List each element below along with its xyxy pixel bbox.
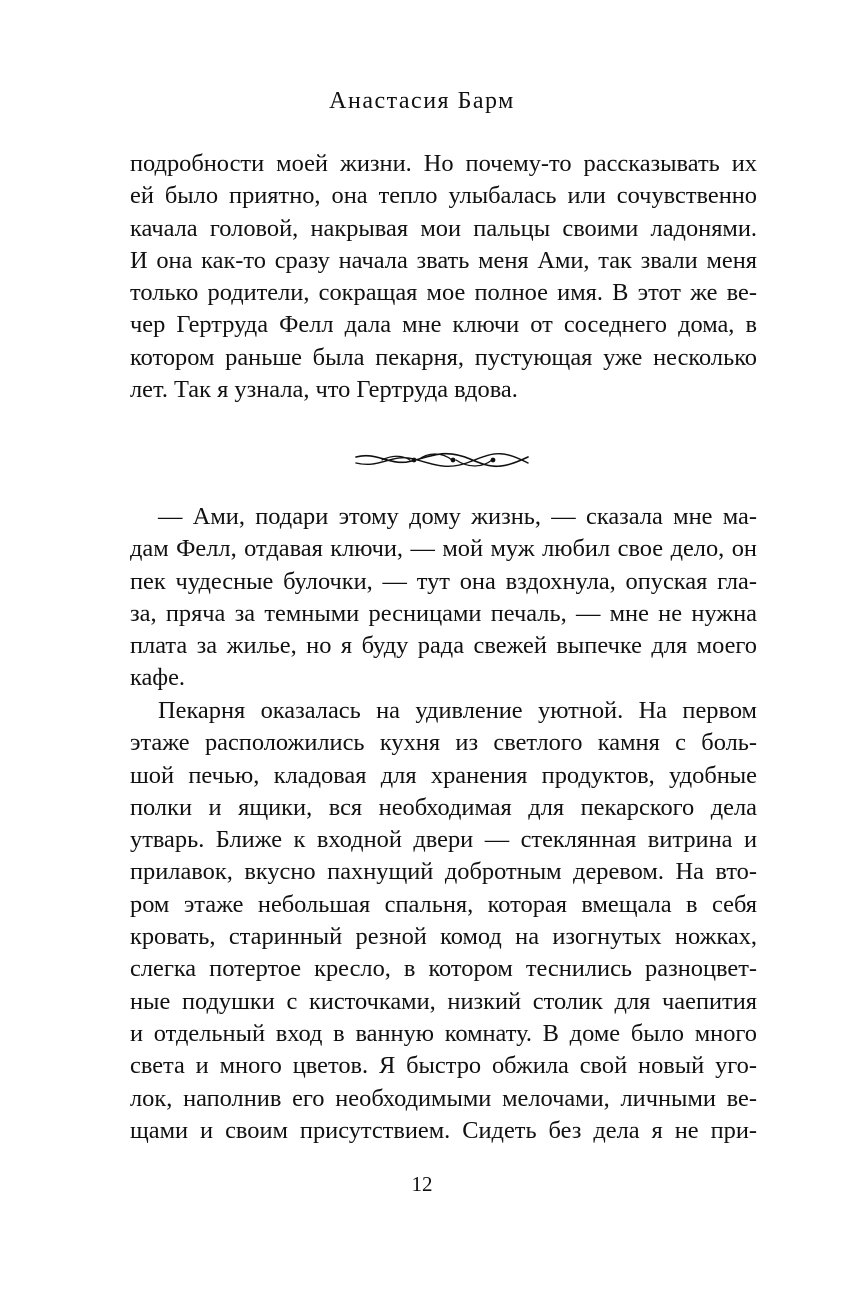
text-line: и отдельный вход в ванную комнату. В доме было много bbox=[130, 1019, 757, 1047]
text-line: И она как-то сразу начала звать меня Ами, так звали меня bbox=[130, 246, 757, 274]
text-line: ей было приятно, она тепло улыбалась или сочувственно bbox=[130, 182, 757, 210]
text-line: полки и ящики, вся необходимая для пекарского дела bbox=[130, 793, 757, 821]
text-line: ром этаже небольшая спальня, которая вмещала в себя bbox=[130, 890, 757, 918]
text-line: этаже расположились кухня из светлого камня с боль- bbox=[130, 729, 757, 757]
text-line: лет. Так я узнала, что Гертруда вдова. bbox=[130, 376, 518, 404]
paragraph-1 bbox=[130, 148, 757, 406]
text-line: щами и своим присутствием. Сидеть без дела я не при- bbox=[130, 1116, 757, 1144]
text-line: кафе. bbox=[130, 664, 186, 692]
running-header-author: Анастасия Барм bbox=[329, 88, 515, 114]
page-number: 12 bbox=[411, 1172, 433, 1196]
text-line: чер Гертруда Фелл дала мне ключи от соседнего дома, в bbox=[130, 311, 757, 339]
text-line: слегка потертое кресло, в котором теснились разноцвет- bbox=[130, 955, 757, 983]
text-line: утварь. Ближе к входной двери — стеклянная витрина и bbox=[130, 826, 757, 854]
text-line: прилавок, вкусно пахнущий добротным деревом. На вто- bbox=[130, 858, 757, 886]
text-line: за, пряча за темными ресницами печаль, — мне не нужна bbox=[130, 599, 757, 627]
text-line: плата за жилье, но я буду рада свежей выпечке для моего bbox=[130, 632, 757, 660]
text-line: — Ами, подари этому дому жизнь, — сказала мне ма- bbox=[158, 503, 757, 530]
text-line: только родители, сокращая мое полное имя. В этот же ве- bbox=[130, 279, 757, 307]
text-line: Пекарня оказалась на удивление уютной. На первом bbox=[158, 697, 757, 724]
text-line: ные подушки с кисточками, низкий столик для чаепития bbox=[130, 987, 757, 1015]
text-line: шой печью, кладовая для хранения продуктов, удобные bbox=[130, 761, 757, 789]
text-line: света и много цветов. Я быстро обжила свой новый уго- bbox=[130, 1052, 757, 1080]
text-line: котором раньше была пекарня, пустующая уже несколько bbox=[130, 343, 757, 371]
text-line: кровать, старинный резной комод на изогнутых ножках, bbox=[130, 923, 757, 951]
text-line: пек чудесные булочки, — тут она вздохнула, опуская гла- bbox=[130, 567, 757, 595]
section-divider-ornament-icon bbox=[352, 443, 532, 477]
text-line: дам Фелл, отдавая ключи, — мой муж любил свое дело, он bbox=[130, 535, 757, 563]
paragraph-2 bbox=[130, 501, 757, 695]
text-line: подробности моей жизни. Но почему-то рассказывать их bbox=[130, 150, 757, 177]
paragraph-3 bbox=[130, 695, 757, 1147]
text-line: качала головой, накрывая мои пальцы своими ладонями. bbox=[130, 214, 757, 242]
text-line: лок, наполнив его необходимыми мелочами, личными ве- bbox=[130, 1084, 757, 1112]
